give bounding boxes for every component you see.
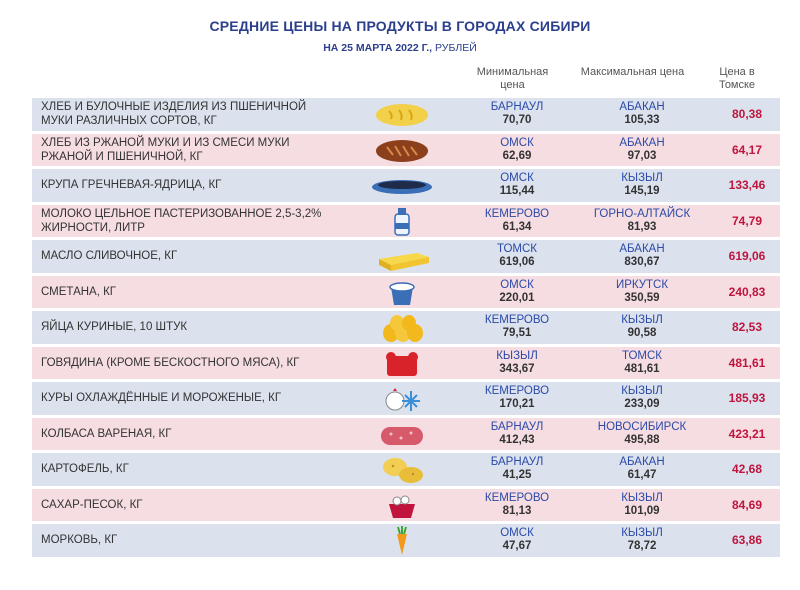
tomsk-price-value: 481,61 [728, 355, 766, 370]
max-price-city: ТОМСК [621, 349, 663, 362]
max-price-cell [577, 311, 707, 344]
min-price-cell [462, 134, 572, 167]
product-name: КАРТОФЕЛЬ, КГ [41, 463, 129, 476]
price-table [32, 98, 780, 560]
table-row [32, 276, 780, 309]
tomsk-price-value: 185,93 [728, 391, 766, 406]
min-price-value: 79,51 [502, 327, 532, 340]
product-name: МАСЛО СЛИВОЧНОЕ, КГ [41, 250, 178, 263]
header-min-price: Минимальная цена [476, 66, 549, 91]
min-price-cell [462, 240, 572, 273]
sugar-bowl-icon [367, 490, 437, 520]
min-price-cell [462, 311, 572, 344]
table-row [32, 453, 780, 486]
max-price-cell [577, 134, 707, 167]
product-name: СМЕТАНА, КГ [41, 285, 117, 298]
tomsk-price-value: 82,53 [731, 320, 763, 335]
min-price-cell [462, 418, 572, 451]
min-price-city: ОМСК [500, 172, 534, 185]
max-price-city: КЫЗЫЛ [621, 527, 663, 540]
subtitle-unit: РУБЛЕЙ [435, 42, 477, 54]
chart-subtitle [0, 42, 800, 54]
max-price-cell [577, 382, 707, 415]
max-price-value: 233,09 [624, 398, 660, 411]
tomsk-price-value: 64,17 [731, 142, 763, 157]
max-price-value: 101,09 [624, 504, 660, 517]
product-name: ЯЙЦА КУРИНЫЕ, 10 ШТУК [41, 321, 188, 334]
min-price-value: 41,25 [502, 469, 532, 482]
tomsk-price-value: 423,21 [728, 426, 766, 441]
min-price-value: 619,06 [499, 256, 535, 269]
min-price-city: ОМСК [500, 527, 534, 540]
max-price-cell [577, 418, 707, 451]
min-price-value: 170,21 [499, 398, 535, 411]
max-price-city: АБАКАН [619, 456, 665, 469]
min-price-city: БАРНАУЛ [490, 456, 544, 469]
eggs-icon [367, 312, 437, 342]
max-price-value: 61,47 [627, 469, 657, 482]
max-price-city: АБАКАН [619, 243, 665, 256]
potatoes-icon [367, 454, 437, 484]
table-row [32, 489, 780, 522]
min-price-value: 61,34 [502, 220, 532, 233]
min-price-value: 412,43 [499, 433, 535, 446]
max-price-value: 830,67 [624, 256, 660, 269]
min-price-value: 81,13 [502, 504, 532, 517]
min-price-cell [462, 382, 572, 415]
min-price-value: 70,70 [502, 114, 532, 127]
tomsk-price-value: 84,69 [731, 497, 763, 512]
max-price-value: 350,59 [624, 291, 660, 304]
max-price-cell [577, 489, 707, 522]
tomsk-price-value: 619,06 [728, 249, 766, 264]
table-row [32, 311, 780, 344]
max-price-cell [577, 524, 707, 557]
tomsk-price-value: 74,79 [731, 213, 763, 228]
min-price-city: КЕМЕРОВО [484, 314, 550, 327]
min-price-cell [462, 489, 572, 522]
max-price-value: 145,19 [624, 185, 660, 198]
header-tomsk-price: Цена в Томске [718, 66, 756, 91]
header-max-price: Максимальная цена [580, 66, 685, 78]
min-price-value: 115,44 [499, 185, 535, 198]
max-price-value: 90,58 [627, 327, 657, 340]
table-row [32, 382, 780, 415]
max-price-value: 495,88 [624, 433, 660, 446]
table-row [32, 347, 780, 380]
beef-icon [367, 348, 437, 378]
min-price-city: ОМСК [500, 278, 534, 291]
max-price-city: КЫЗЫЛ [621, 385, 663, 398]
max-price-city: АБАКАН [619, 101, 665, 114]
tomsk-price-value: 63,86 [731, 533, 763, 548]
min-price-city: КЕМЕРОВО [484, 491, 550, 504]
table-row [32, 134, 780, 167]
min-price-value: 220,01 [499, 291, 535, 304]
subtitle-date: НА 25 МАРТА 2022 Г., [323, 42, 433, 54]
milk-bottle-icon [367, 206, 437, 236]
max-price-cell [577, 98, 707, 131]
product-name: ХЛЕБ И БУЛОЧНЫЕ ИЗДЕЛИЯ ИЗ ПШЕНИЧНОЙ МУКИ РАЗЛИЧНЫХ СОРТОВ, КГ [41, 101, 307, 128]
min-price-cell [462, 205, 572, 238]
min-price-value: 47,67 [502, 540, 532, 553]
min-price-cell [462, 98, 572, 131]
min-price-city: ОМСК [500, 136, 534, 149]
product-name: МОЛОКО ЦЕЛЬНОЕ ПАСТЕРИЗОВАННОЕ 2,5-3,2% ЖИРНОСТИ, ЛИТР [41, 207, 322, 234]
tomsk-price-value: 240,83 [728, 284, 766, 299]
table-row [32, 169, 780, 202]
max-price-value: 78,72 [627, 540, 657, 553]
min-price-cell [462, 347, 572, 380]
buckwheat-plate-icon [367, 170, 437, 200]
product-name: КУРЫ ОХЛАЖДЁННЫЕ И МОРОЖЕНЫЕ, КГ [41, 392, 282, 405]
table-row [32, 524, 780, 557]
min-price-cell [462, 453, 572, 486]
max-price-cell [577, 276, 707, 309]
max-price-city: КЫЗЫЛ [621, 314, 663, 327]
product-name: КРУПА ГРЕЧНЕВАЯ-ЯДРИЦА, КГ [41, 179, 222, 192]
max-price-cell [577, 240, 707, 273]
table-row [32, 205, 780, 238]
max-price-city: АБАКАН [619, 136, 665, 149]
min-price-city: БАРНАУЛ [490, 101, 544, 114]
min-price-cell [462, 169, 572, 202]
sausage-icon [367, 419, 437, 449]
min-price-city: БАРНАУЛ [490, 420, 544, 433]
table-row [32, 418, 780, 451]
min-price-city: КЫЗЫЛ [496, 349, 538, 362]
rye-bread-icon [367, 135, 437, 165]
min-price-cell [462, 524, 572, 557]
tomsk-price-value: 42,68 [731, 462, 763, 477]
product-name: ГОВЯДИНА (КРОМЕ БЕСКОСТНОГО МЯСА), КГ [41, 356, 300, 369]
max-price-city: КЫЗЫЛ [621, 172, 663, 185]
chart-title: СРЕДНИЕ ЦЕНЫ НА ПРОДУКТЫ В ГОРОДАХ СИБИРИ [209, 18, 591, 34]
product-name: МОРКОВЬ, КГ [41, 534, 118, 547]
table-row [32, 98, 780, 131]
product-name: САХАР-ПЕСОК, КГ [41, 498, 143, 511]
product-name: КОЛБАСА ВАРЕНАЯ, КГ [41, 427, 172, 440]
bread-loaf-icon [367, 99, 437, 129]
chicken-snowflake-icon [367, 383, 437, 413]
max-price-city: ИРКУТСК [615, 278, 669, 291]
sour-cream-icon [367, 277, 437, 307]
tomsk-price-value: 133,46 [728, 178, 766, 193]
max-price-value: 97,03 [627, 149, 657, 162]
product-name: ХЛЕБ ИЗ РЖАНОЙ МУКИ И ИЗ СМЕСИ МУКИ РЖАНОЙ И ПШЕНИЧНОЙ, КГ [41, 136, 290, 163]
table-row [32, 240, 780, 273]
max-price-city: НОВОСИБИРСК [597, 420, 687, 433]
tomsk-price-value: 80,38 [731, 107, 763, 122]
max-price-cell [577, 347, 707, 380]
butter-icon [367, 241, 437, 271]
max-price-cell [577, 453, 707, 486]
min-price-city: КЕМЕРОВО [484, 207, 550, 220]
max-price-value: 105,33 [624, 114, 660, 127]
min-price-value: 343,67 [499, 362, 535, 375]
max-price-city: КЫЗЫЛ [621, 491, 663, 504]
max-price-cell [577, 205, 707, 238]
max-price-cell [577, 169, 707, 202]
min-price-value: 62,69 [502, 149, 532, 162]
min-price-cell [462, 276, 572, 309]
max-price-city: ГОРНО-АЛТАЙСК [593, 207, 691, 220]
max-price-value: 481,61 [624, 362, 660, 375]
max-price-value: 81,93 [627, 220, 657, 233]
min-price-city: КЕМЕРОВО [484, 385, 550, 398]
min-price-city: ТОМСК [496, 243, 538, 256]
carrot-icon [367, 525, 437, 555]
